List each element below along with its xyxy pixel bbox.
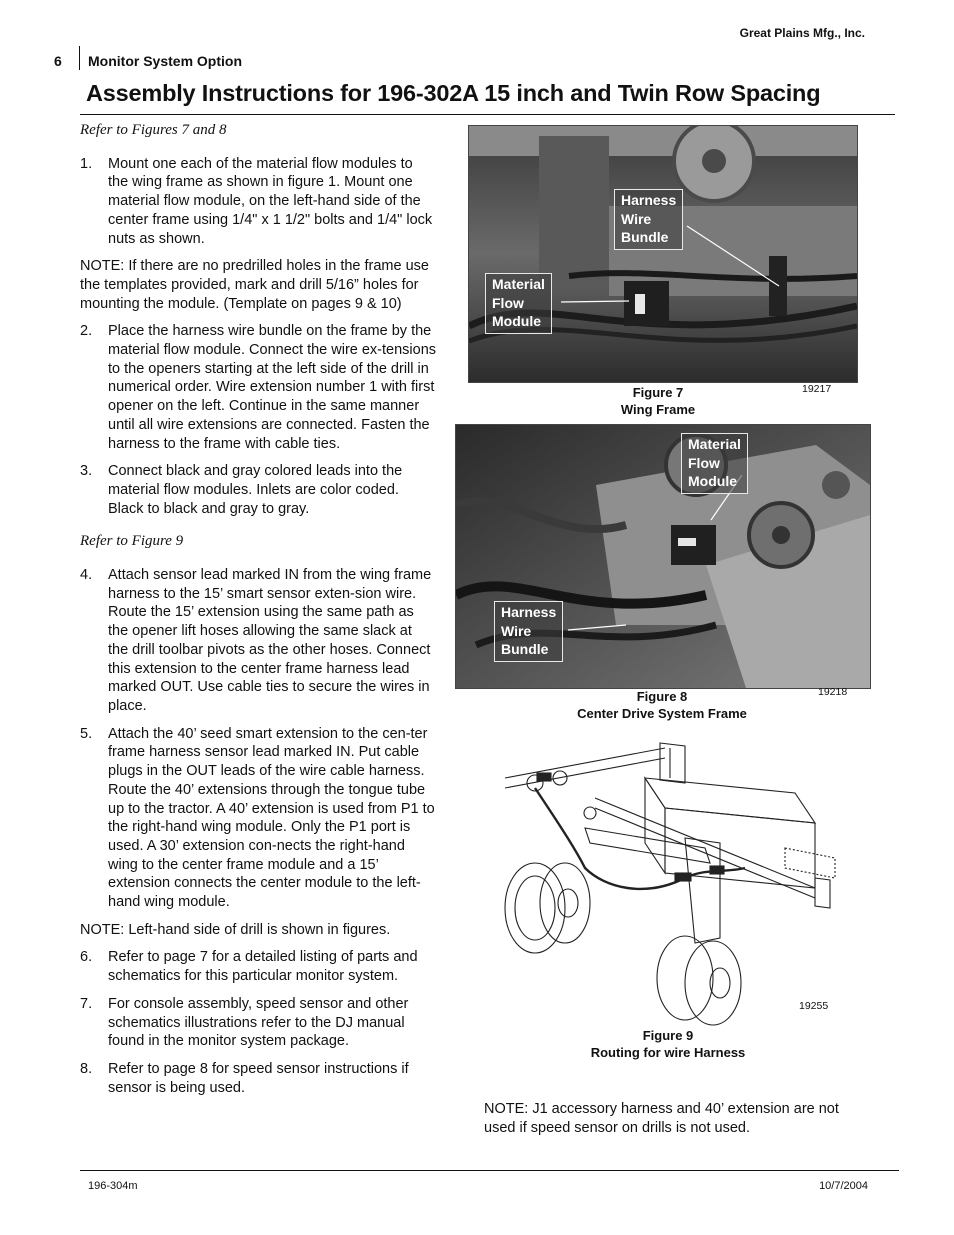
instruction-step — [80, 322, 436, 453]
step-number: 6. — [80, 949, 93, 966]
instruction-step — [80, 725, 436, 912]
figure-reference: Refer to Figure 9 — [80, 533, 184, 550]
document-date: 10/7/2004 — [819, 1180, 868, 1192]
note-predrilled: NOTE: If there are no predrilled holes in the frame use the templates provided, mark and drill 5/16” holes for mounting the module. (Template on pages 9 & 10) — [80, 258, 429, 312]
document-number: 196-304m — [88, 1180, 138, 1192]
figure-8-caption: Figure 8 Center Drive System Frame — [577, 689, 747, 721]
wing-frame-photo-illustration — [469, 126, 857, 382]
step-text: Attach the 40’ seed smart extension to the cen-ter frame harness sensor lead marked IN. Put cable plugs in the OUT leads of the wire cable harness. Route the 40’ extensions through the tongue tube up to the tractor. A 40’ extension is used from P1 to the right-hand wing module. Only the P1 port is used. A 30’ extension con-nects the right-hand wing to the center frame module and a 15’ extension connects the center module to the left-hand wing module. — [108, 725, 435, 911]
instruction-step — [80, 995, 436, 1051]
callout-harness-wire-bundle: Harness Wire Bundle — [614, 189, 683, 250]
header-divider — [79, 46, 80, 70]
figure-8-photo-id: 19218 — [818, 686, 848, 698]
instruction-step — [80, 1060, 436, 1097]
step-number: 7. — [80, 995, 93, 1012]
callout-material-flow-module: Material Flow Module — [485, 273, 552, 334]
company-name: Great Plains Mfg., Inc. — [739, 26, 865, 40]
page-number: 6 — [54, 53, 62, 69]
instruction-step — [80, 155, 436, 249]
figure-7-photo-id: 19217 — [802, 383, 832, 395]
figure-7-photo — [468, 125, 858, 383]
title-rule — [80, 114, 895, 115]
note-j1-accessory: NOTE: J1 accessory harness and 40’ extension are not used if speed sensor on drills is not used. — [484, 1101, 839, 1136]
step-number: 1. — [80, 155, 93, 172]
instructions-column — [80, 121, 436, 1106]
step-text: Connect black and gray colored leads into the material flow modules. Inlets are color coded. Black to black and gray to gray. — [108, 463, 403, 517]
step-text: Place the harness wire bundle on the frame by the material flow module. Connect the wire ex-tensions to the openers starting at the left side of the drill in numerical order. Wire extension number 1 with first opener on the left. Continue in the same manner until all wire extensions are connected. Fasten the harness to the frame with cable ties. — [108, 323, 437, 452]
callout-harness-wire-bundle: Harness Wire Bundle — [494, 601, 563, 662]
page-title: Assembly Instructions for 196-302A 15 inch and Twin Row Spacing — [86, 80, 821, 106]
step-number: 2. — [80, 323, 93, 340]
section-title: Monitor System Option — [88, 53, 242, 69]
step-text: Attach sensor lead marked IN from the wing frame harness to the 15’ smart sensor exten-sion wire. Route the 15’ extension using the same path as the opener lift hoses allowing the same slack at the drill toolbar pivots as the other hoses. Connect this extension to the center frame harness lead marked OUT. Use cable ties to secure the wires in place. — [108, 567, 432, 714]
instruction-step — [80, 462, 436, 518]
step-number: 4. — [80, 567, 93, 584]
figure-9-caption: Figure 9 Routing for wire Harness — [590, 1028, 746, 1060]
step-number: 8. — [80, 1060, 93, 1077]
figure-9-drawing — [495, 738, 840, 1028]
footer-rule — [80, 1170, 899, 1171]
figure-reference: Refer to Figures 7 and 8 — [80, 122, 227, 138]
callout-material-flow-module: Material Flow Module — [681, 433, 748, 494]
step-text: Mount one each of the material flow modules to the wing frame as shown in figure 1. Mount one material flow module, on the left-hand side of the center frame using 1/4" x 1 1/2" bolts and 1/4" lock nuts as shown. — [108, 155, 433, 247]
figure-9-photo-id: 19255 — [799, 1000, 829, 1012]
figure-7-caption: Figure 7 Wing Frame — [620, 385, 696, 417]
step-text: Refer to page 8 for speed sensor instructions if sensor is being used. — [108, 1060, 409, 1096]
step-text: Refer to page 7 for a detailed listing of parts and schematics for this particular monitor system. — [108, 949, 418, 985]
step-number: 5. — [80, 725, 93, 742]
instruction-step — [80, 948, 436, 985]
step-text: For console assembly, speed sensor and other schematics illustrations refer to the DJ manual found in the monitor system package. — [108, 995, 409, 1050]
step-number: 3. — [80, 463, 93, 480]
instruction-step — [80, 566, 436, 716]
drill-wire-routing-illustration — [495, 738, 840, 1028]
note-left-hand: NOTE: Left-hand side of drill is shown in figures. — [80, 921, 391, 938]
figure-8-photo — [455, 424, 871, 689]
